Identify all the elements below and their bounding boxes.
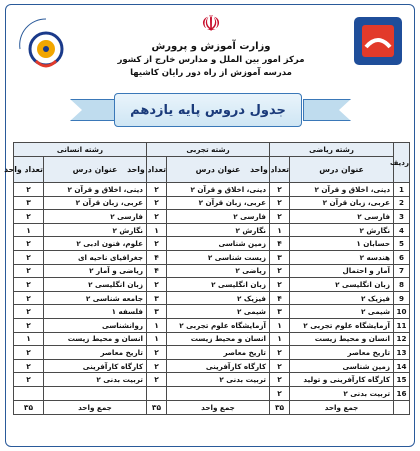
subject-math: نگارش ۲ (290, 223, 394, 237)
page-title: جدول دروس پایه یازدهم (114, 93, 302, 127)
subject-bio: شیمی ۲ (167, 305, 270, 319)
totals-math: ۳۵ (270, 400, 290, 414)
subject-hum: کارگاه کارآفرینی (44, 359, 147, 373)
subject-bio: دینی، اخلاق و قرآن ۲ (167, 183, 270, 197)
subject-bio: ریاضی ۲ (167, 264, 270, 278)
units-bio: ۳ (147, 291, 167, 305)
banner-ribbon-left (70, 99, 118, 121)
subject-bio: فیزیک ۲ (167, 291, 270, 305)
table-row (14, 386, 410, 400)
units-math: ۲ (270, 210, 290, 224)
track-header-hum: رشته انسانی (14, 143, 147, 157)
subject-hum: فلسفه ۱ (44, 305, 147, 319)
subject-hum: جغرافیای ناحیه ای (44, 250, 147, 264)
row-number: 3 (394, 210, 410, 224)
subject-hum: نگارش ۲ (44, 223, 147, 237)
subject-math: انسان و محیط زیست (290, 332, 394, 346)
units-math: ۲ (270, 183, 290, 197)
subject-math: دینی، اخلاق و قرآن ۲ (290, 183, 394, 197)
emblem-icon: ☫ (201, 12, 221, 37)
units-bio: ۲ (147, 196, 167, 210)
row-number: 13 (394, 346, 410, 360)
row-number: 16 (394, 386, 410, 400)
track-header-bio: رشته تجربی (147, 143, 270, 157)
ministry-title: وزارت آموزش و پرورش (151, 41, 271, 52)
table-row (14, 359, 410, 373)
units-header: تعداد واحد (270, 157, 290, 183)
totals-label: جمع واحد (290, 400, 394, 414)
school-logo (12, 9, 80, 81)
table-row (14, 223, 410, 237)
page-header (6, 5, 416, 87)
units-hum (14, 386, 44, 400)
subject-math: عربی، زبان قرآن ۲ (290, 196, 394, 210)
units-math: ۲ (270, 196, 290, 210)
page-frame (5, 4, 415, 447)
row-number: 4 (394, 223, 410, 237)
subject-math: زمین شناسی (290, 359, 394, 373)
units-math: ۲ (270, 386, 290, 400)
table-body (14, 183, 410, 401)
subject-math: کارگاه کارآفرینی و تولید (290, 373, 394, 387)
units-math: ۱ (270, 332, 290, 346)
units-hum: ۲ (14, 318, 44, 332)
row-number: 5 (394, 237, 410, 251)
totals-row (14, 400, 410, 414)
table-row (14, 318, 410, 332)
subject-bio: عربی، زبان قرآن ۲ (167, 196, 270, 210)
subject-bio: زیست شناسی ۲ (167, 250, 270, 264)
units-hum: ۲ (14, 359, 44, 373)
units-bio: ۱ (147, 223, 167, 237)
units-hum: ۲ (14, 291, 44, 305)
units-math: ۲ (270, 359, 290, 373)
units-math: ۱ (270, 318, 290, 332)
table-row (14, 373, 410, 387)
units-hum: ۳ (14, 196, 44, 210)
units-bio: ۴ (147, 250, 167, 264)
row-number: 15 (394, 373, 410, 387)
subject-bio (167, 386, 270, 400)
subject-bio: نگارش ۲ (167, 223, 270, 237)
table-row (14, 278, 410, 292)
table-row (14, 250, 410, 264)
units-math: ۲ (270, 264, 290, 278)
units-bio: ۲ (147, 210, 167, 224)
track-header-row (14, 143, 410, 157)
track-header-math: رشته ریاضی (270, 143, 394, 157)
subject-math: حسابان ۱ (290, 237, 394, 251)
subject-hum: روانشناسی (44, 318, 147, 332)
units-header: تعداد واحد (14, 157, 44, 183)
subject-bio: فارسی ۲ (167, 210, 270, 224)
table-row (14, 210, 410, 224)
subject-math: آزمایشگاه علوم تجربی ۲ (290, 318, 394, 332)
row-number: 12 (394, 332, 410, 346)
row-number: 2 (394, 196, 410, 210)
center-logo (350, 11, 406, 73)
subject-hum: علوم، فنون ادبی ۲ (44, 237, 147, 251)
table-row (14, 196, 410, 210)
subject-math: هندسه ۲ (290, 250, 394, 264)
row-number: 8 (394, 278, 410, 292)
units-hum: ۱ (14, 332, 44, 346)
table-row (14, 305, 410, 319)
units-bio: ۱ (147, 332, 167, 346)
totals-label: جمع واحد (167, 400, 270, 414)
subject-bio: زمین شناسی (167, 237, 270, 251)
units-hum: ۲ (14, 210, 44, 224)
totals-label: جمع واحد (44, 400, 147, 414)
subject-math: زبان انگلیسی ۲ (290, 278, 394, 292)
subject-header: عنوان درس (290, 157, 394, 183)
column-header-row (14, 157, 410, 183)
units-hum: ۲ (14, 183, 44, 197)
center-title: مرکز امور بین الملل و مدارس خارج از کشور (117, 55, 305, 65)
subject-math: فارسی ۲ (290, 210, 394, 224)
subject-hum: زبان انگلیسی ۲ (44, 278, 147, 292)
subject-math: تربیت بدنی ۲ (290, 386, 394, 400)
subject-math: شیمی ۲ (290, 305, 394, 319)
curriculum-table (4, 142, 410, 415)
units-math: ۲ (270, 346, 290, 360)
units-bio: ۲ (147, 237, 167, 251)
units-math: ۴ (270, 237, 290, 251)
subject-bio: زبان انگلیسی ۲ (167, 278, 270, 292)
subject-bio: تاریخ معاصر (167, 346, 270, 360)
units-bio: ۴ (147, 264, 167, 278)
table-row (14, 183, 410, 197)
units-bio: ۱ (147, 318, 167, 332)
subject-math: آمار و احتمال (290, 264, 394, 278)
subject-bio: آزمایشگاه علوم تجربی ۲ (167, 318, 270, 332)
units-bio: ۲ (147, 373, 167, 387)
totals-spacer (394, 400, 410, 414)
units-header: تعداد واحد (147, 157, 167, 183)
subject-bio: تربیت بدنی ۲ (167, 373, 270, 387)
units-math: ۱ (270, 223, 290, 237)
units-hum: ۲ (14, 264, 44, 278)
row-number: 1 (394, 183, 410, 197)
units-hum: ۲ (14, 278, 44, 292)
subject-hum: انسان و محیط زیست (44, 332, 147, 346)
table-row (14, 264, 410, 278)
subject-bio: کارگاه کارآفرینی (167, 359, 270, 373)
subject-hum: فارسی ۲ (44, 210, 147, 224)
school-title: مدرسه آموزش از راه دور رایان کاشیها (130, 68, 292, 78)
subject-bio: انسان و محیط زیست (167, 332, 270, 346)
units-hum: ۲ (14, 237, 44, 251)
row-number: 11 (394, 318, 410, 332)
subject-hum: دینی، اخلاق و قرآن ۲ (44, 183, 147, 197)
subject-hum (44, 386, 147, 400)
units-hum: ۲ (14, 305, 44, 319)
subject-hum: عربی، زبان قرآن ۲ (44, 196, 147, 210)
table-row (14, 237, 410, 251)
subject-hum: جامعه شناسی ۲ (44, 291, 147, 305)
table-row (14, 346, 410, 360)
table-row (14, 332, 410, 346)
row-number: 14 (394, 359, 410, 373)
totals-hum: ۳۵ (14, 400, 44, 414)
units-hum: ۱ (14, 223, 44, 237)
subject-header: عنوان درس (44, 157, 147, 183)
subject-hum: ریاضی و آمار ۲ (44, 264, 147, 278)
units-math: ۲ (270, 278, 290, 292)
units-bio: ۲ (147, 278, 167, 292)
units-hum: ۲ (14, 250, 44, 264)
totals-bio: ۳۵ (147, 400, 167, 414)
subject-header: عنوان درس (167, 157, 270, 183)
row-number: 6 (394, 250, 410, 264)
units-bio: ۲ (147, 359, 167, 373)
subject-math: تاریخ معاصر (290, 346, 394, 360)
row-number: 9 (394, 291, 410, 305)
units-math: ۴ (270, 291, 290, 305)
subject-hum: تاریخ معاصر (44, 346, 147, 360)
units-bio: ۲ (147, 346, 167, 360)
subject-hum: تربیت بدنی ۲ (44, 373, 147, 387)
row-number-header: ردیف (394, 143, 410, 183)
units-bio: ۳ (147, 305, 167, 319)
table-row (14, 291, 410, 305)
units-bio (147, 386, 167, 400)
units-hum: ۲ (14, 373, 44, 387)
units-math: ۲ (270, 373, 290, 387)
subject-math: فیزیک ۲ (290, 291, 394, 305)
row-number: 10 (394, 305, 410, 319)
banner-ribbon-right (303, 99, 351, 121)
units-math: ۳ (270, 250, 290, 264)
row-number: 7 (394, 264, 410, 278)
units-hum: ۲ (14, 346, 44, 360)
units-bio: ۲ (147, 183, 167, 197)
units-math: ۳ (270, 305, 290, 319)
